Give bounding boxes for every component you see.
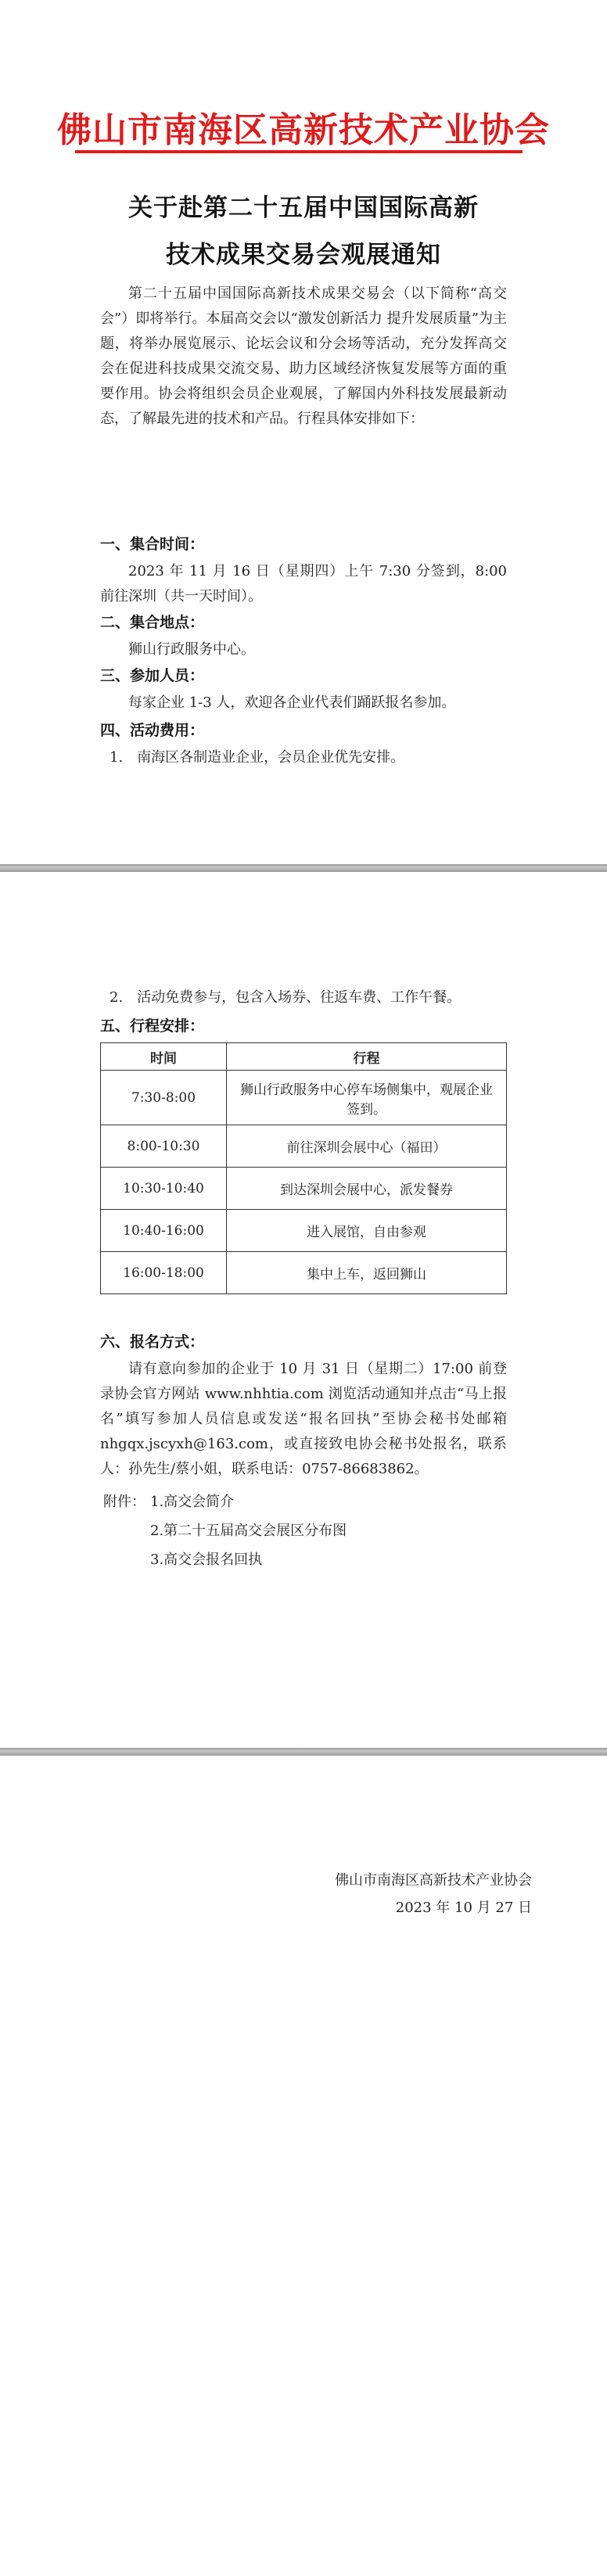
schedule-item: 集中上车，返回狮山	[227, 1252, 507, 1294]
schedule-table	[100, 1042, 507, 1294]
page-gap	[0, 864, 607, 872]
page-gap	[0, 1748, 607, 1756]
section-2-heading: 二、集合地点：	[100, 614, 205, 631]
schedule-time: 10:40-16:00	[101, 1210, 227, 1252]
section-4-heading: 四、活动费用：	[100, 722, 205, 739]
schedule-item: 前往深圳会展中心（福田）	[227, 1125, 507, 1168]
signature-date: 2023 年 10 月 27 日	[395, 1900, 532, 1916]
table-row	[101, 1252, 507, 1294]
schedule-time: 10:30-10:40	[101, 1168, 227, 1210]
section-3-text: 每家企业 1-3 人，欢迎各企业代表们踊跃报名参加。	[128, 694, 456, 711]
table-row	[101, 1125, 507, 1168]
table-row	[101, 1071, 507, 1125]
section-1-heading: 一、集合时间：	[100, 536, 205, 553]
schedule-header-itinerary: 行程	[227, 1043, 507, 1071]
schedule-item: 进入展馆，自由参观	[227, 1210, 507, 1252]
schedule-item: 到达深圳会展中心，派发餐券	[227, 1168, 507, 1210]
schedule-header-time: 时间	[101, 1043, 227, 1071]
attachment-item-1: 1.高交会简介	[150, 1494, 235, 1510]
intro-paragraph: 第二十五届中国国际高新技术成果交易会（以下简称“高交会”）即将举行。本届高交会以“激发创新活力 提升发展质量”为主题，将举办展览展示、论坛会议和分会场等活动，充分发挥高交会在促进科技成果交流交易、助力区域经济恢复发展等方面的重要作用。协会将组织会员企业观展，了解国内外科技发展最新动态，了解最先进的技术和产品。行程具体安排如下：	[100, 285, 507, 427]
notice-title-line2: 技术成果交易会观展通知	[166, 241, 441, 269]
attachments-label: 附件：	[103, 1494, 145, 1510]
section-4-item-2: 2. 活动免费参与，包含入场券、往返车费、工作午餐。	[110, 989, 462, 1006]
section-1-text: 2023 年 11 月 16 日（星期四）上午 7:30 分签到，8:00 前往深圳（共一天时间）。	[100, 563, 507, 605]
schedule-time: 8:00-10:30	[101, 1125, 227, 1168]
table-row	[101, 1168, 507, 1210]
table-row	[101, 1210, 507, 1252]
attachment-item-3: 3.高交会报名回执	[150, 1552, 263, 1568]
section-3-heading: 三、参加人员：	[100, 667, 205, 684]
signature-org: 佛山市南海区高新技术产业协会	[335, 1872, 532, 1889]
section-5-heading: 五、行程安排：	[100, 1017, 205, 1035]
header-red-rule	[75, 150, 523, 153]
section-6-text: 请有意向参加的企业于 10 月 31 日（星期二）17:00 前登录协会官方网站 www.nhhtia.com 浏览活动通知并点击“马上报名”填写参加人员信息或发送“报名回执”至协会秘书处邮箱 nhgqx.jscyxh@163.com，或直接致电协会秘书处报名，联系人：孙先生/蔡小姐，联系电话：0757-86683862。	[100, 1361, 507, 1477]
section-6-heading: 六、报名方式：	[100, 1333, 205, 1351]
notice-title-line1: 关于赴第二十五届中国国际高新	[128, 194, 479, 222]
schedule-time: 7:30-8:00	[101, 1071, 227, 1125]
org-header-title: 佛山市南海区高新技术产业协会	[57, 110, 550, 150]
schedule-item: 狮山行政服务中心停车场侧集中，观展企业签到。	[227, 1071, 507, 1125]
schedule-time: 16:00-18:00	[101, 1252, 227, 1294]
section-4-item-1: 1. 南海区各制造业企业，会员企业优先安排。	[110, 749, 405, 766]
page-1	[0, 0, 607, 864]
section-2-text: 狮山行政服务中心。	[128, 641, 255, 658]
attachment-item-2: 2.第二十五届高交会展区分布图	[150, 1523, 347, 1539]
